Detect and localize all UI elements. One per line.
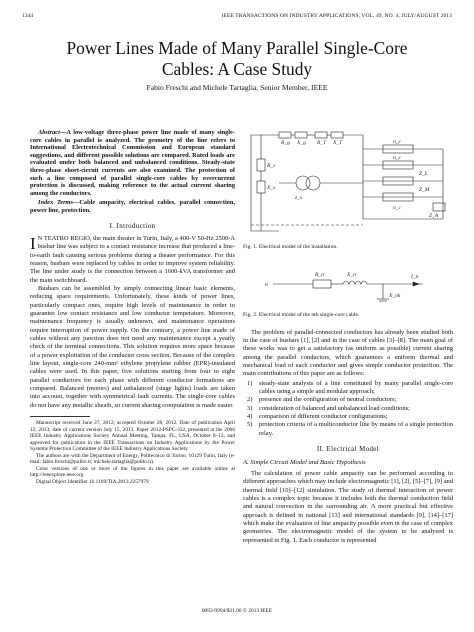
index-terms [30,199,235,214]
copyright-line: 0093-9994/$31.00 © 2013 IEEE [201,608,273,614]
fig1-label-za: Z_A [429,213,439,219]
figure-1-caption: Fig. 1. Electrical model of the installation. [243,244,338,250]
installation-circuit-diagram [243,129,453,241]
right-column [243,129,453,545]
fig1-label-zs: z_s [295,195,303,201]
section-heading-introduction: I. Introduction [109,222,156,230]
journal-name: IEEE TRANSACTIONS ON INDUSTRY APPLICATIONS, VOL. 49, NO. 4, JULY/AUGUST 2013 [221,13,452,19]
fig2-label-xnk: X_nk [389,293,401,300]
paper-title [22,38,452,80]
left-column [30,129,235,485]
fig2-label-in: I_n [411,274,419,281]
subsection-heading: A. Simple Circuit Model and Basic Hypothesis [243,458,366,466]
footnote-authors: The authors are with the Department of Energy, Politecnico di Torino, 10129 Turin, Italy (e-mail: fabio.freschi@polito.it; michele.tartaglia@polito.it). [30,452,235,466]
authors: Fabio Freschi and Michele Tartaglia, Senior Member, IEEE [146,83,328,92]
section2-paragraph-1: The calculation of power cable ampacity can be performed according to different approaches which may include electromagnetic [1], [2], [5]–[7], [9] and thermal field [10]–[12] simulation. The study of thermal interaction of power cables is a complex topic because it includes both the thermal conduction field and natural convection in the surrounding air. A more practical but effective approach is defined in national [13] and international standards [9], [14]–[17] which make the evaluation of line ampacity possible even in the case of complex geometries. The electromagnetic model of the system to be analyzed is represented in Fig. 1. Each conductor is represented [243,469,453,544]
fig1-label-nc-3: n_c [393,205,401,211]
list-item: 4) comparison of different conductor configurations; [247,413,388,421]
footnote-doi: Digital Object Identifier 10.1109/TIA.2013.2257979 [36,478,149,485]
abstract [30,129,235,197]
fig1-label-rs: R_s [267,163,276,169]
fig1-label-nc-2: n_c [393,155,401,161]
footnote-divider [30,416,90,417]
intro-paragraph-1-text: N TEATRO REGIO, the main theater in Turin, Italy, a 400-V 50-Hz 2500-A busbar line was subject to a contact resistance increase that produced a line-to-earth fault causing serious problems during a theater performance. For this reason, busbars were replaced by cables in order to improve system reliability. The line under study is the connection between a 1600-kVA transformer and the main switchboard. [30,234,235,284]
intro-paragraph-1 [30,235,235,285]
fig1-label-zl: Z_L [419,171,428,177]
footnote-manuscript: Manuscript received June 27, 2012; accepted October 28, 2012. Date of publication April 12, 2013; date of current version July 15, 2013. Paper 2012-PSPC-332, presented at the 2006 IEEE Industry Applications Society Annual Meeting, Tampa, FL, USA, October 8–12, and approved for publication in the IEEE Transactions on Industry Applications by the Power Systems Protection Committee of the IEEE Industry Applications Society. [30,420,235,453]
figure-2-caption: Fig. 2. Electrical model of the nth single-core cable. [243,312,360,319]
single-core-cable-diagram [243,259,453,309]
list-item: 3) consideration of balanced and unbalanced load conditions; [247,404,410,412]
footnote-color: Color versions of one or more of the figures in this paper are available online at http://ieeexplore.ieee.org. [30,465,235,479]
index-terms-label: Index Terms [38,199,73,207]
index-terms-text: —Cable ampacity, electrical cables, parallel connection, power line, protection. [30,199,235,214]
fig1-label-xt: X_T [333,140,343,146]
fig1-label-zm: Z_M [419,187,430,193]
page-number: 1344 [22,13,34,19]
fig1-label-rg: R_g [281,140,290,146]
running-header [22,13,452,21]
list-item: 2) presence and the configuration of neutral conductors; [247,396,397,404]
fig1-label-xg: X_g [297,140,306,146]
figure-2 [243,259,453,309]
fig1-label-rt: R_T [317,140,327,146]
fig1-label-xs: X_s [267,185,276,191]
contributions-list [243,380,453,438]
intro-paragraph-2: Busbars can be assembled by simply connecting linear basic elements, reducing space requirements. Unfortunately, these kinds of power lines, particularly compact ones, require high levels of maintenance in order to guarantee low contact resistance and low conductor temperature. Moreover, maintenance frequency is usually unknown, and maintenance operations require interruption of power supply. On the contrary, a power line made of cables without any junction does not need any maintenance except a yearly check of the terminal connections. This solution requires more space because of a power exploitation of the conductor cross section. Because of the complex line layout, single-core 240-mm² ethylene propylene rubber (EPR)-insulated cables were used. In this paper, five solutions starting from four to eight parallel conductors for each phase with different conductor formations are compared. Balanced (motors) and unbalanced (stage lights) loads are taken into account, together with symmetrical fault currents. The single-core cables do not have any metallic sheath, so current sharing computation is made easier. [30,284,235,409]
dropcap: I [30,233,36,253]
section-heading-electrical-model: II. Electrical Model [316,446,380,454]
list-item: 5) protection criteria of a multiconductor line by means of a single protection relay. [247,421,453,437]
fig2-label-xn: X_n [347,272,356,279]
abstract-text: —A low-voltage three-phase power line made of many single-core cables in parallel is analyzed. The geometry of the line refers to International Electrotechnical Commission and European standard suggestions, and different possible solutions are compared. Rated loads are evaluated under both balanced and unbalanced conditions. Steady-state three-phase short-circuit currents are also examined. The protection of such a line composed of parallel single-core cables by overcurrent protection is discussed, making reference to the actual current sharing among the conductors. [30,129,235,197]
fig2-label-rn: R_n [315,272,324,279]
list-item: 1) steady-state analysis of a line constituted by many parallel single-core cables using a simple and modular approach; [247,379,453,396]
abstract-label: Abstract [38,129,60,136]
fig1-label-nc-1: n_c [393,139,401,145]
fig2-label-n: n [265,282,268,289]
title-line-1: Power Lines Made of Many Parallel Single-Core [66,38,408,58]
right-paragraph-1: The problem of parallel-connected conductors has already been studied both in the case of busbars [1], [2] and in the case of cables [3]–[8]. The main goal of these works was to get a satisfactory (as uniform as possible) current sharing among the parallel conductors, which guarantees a uniform thermal and mechanical load of each conductor and gives simple conductor protection. The main contributions of this paper are as follows: [243,328,453,378]
figure-1 [243,129,453,241]
title-line-2: Cables: A Case Study [161,59,313,79]
